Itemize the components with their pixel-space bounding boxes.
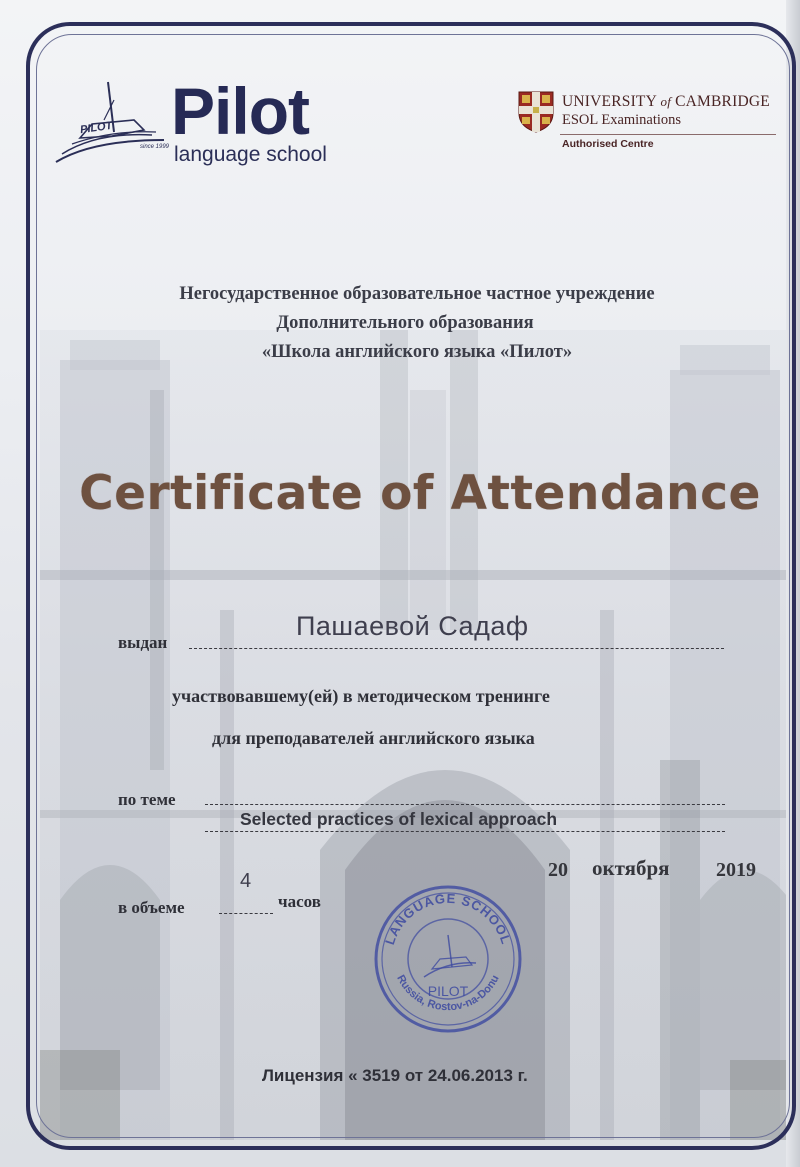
date-day: 20 — [548, 859, 568, 881]
recipient-line — [189, 648, 724, 649]
stamp-top-text: LANGUAGE SCHOOL — [382, 890, 514, 947]
certificate-title: Certificate of Attendance — [79, 466, 761, 521]
participation-line-1: участвовавшему(ей) в методическом тренинге — [172, 686, 550, 706]
cambridge-esol: ESOL Examinations — [562, 112, 682, 128]
recipient-name: Пашаевой Садаф — [296, 611, 529, 641]
issued-label: выдан — [118, 633, 168, 652]
license-text: Лицензия « 3519 от 24.06.2013 г. — [262, 1066, 528, 1085]
hours-label: часов — [278, 892, 321, 911]
stamp-bottom-text: Russia, Rostov-na-Donu — [394, 973, 502, 1014]
cambridge-university-word: UNIVERSITY — [562, 93, 657, 110]
topic-text: Selected practices of lexical approach — [240, 809, 558, 829]
topic-line-2 — [205, 831, 725, 832]
logo-since-text: since 1999 — [140, 144, 170, 150]
institution-line-2: Дополнительного образования — [276, 313, 534, 333]
institution-line-3: «Школа английского языка «Пилот» — [261, 342, 573, 362]
date-month: октября — [592, 856, 670, 880]
cambridge-university-name — [562, 93, 770, 111]
hours-value: 4 — [240, 870, 252, 892]
school-tagline: language school — [174, 143, 327, 166]
stamp-center-text: PILOT — [427, 983, 469, 999]
institution-line-1: Негосударственное образовательное частное учреждение — [179, 284, 655, 304]
school-stamp — [372, 883, 524, 1035]
topic-line-1 — [205, 804, 725, 805]
date-year: 2019 — [716, 859, 756, 881]
cambridge-divider — [560, 134, 776, 135]
volume-label: в объеме — [118, 898, 185, 917]
cambridge-authorised-centre: Authorised Centre — [562, 138, 654, 150]
cambridge-of-word: of — [660, 94, 672, 109]
school-name: Pilot — [171, 74, 309, 148]
cambridge-crest-icon — [518, 91, 554, 133]
logo-mark-text: PILOT — [79, 119, 114, 137]
hours-line — [219, 913, 273, 914]
topic-label: по теме — [118, 790, 176, 809]
cambridge-word: CAMBRIDGE — [675, 93, 770, 110]
participation-line-2: для преподавателей английского языка — [212, 728, 535, 748]
